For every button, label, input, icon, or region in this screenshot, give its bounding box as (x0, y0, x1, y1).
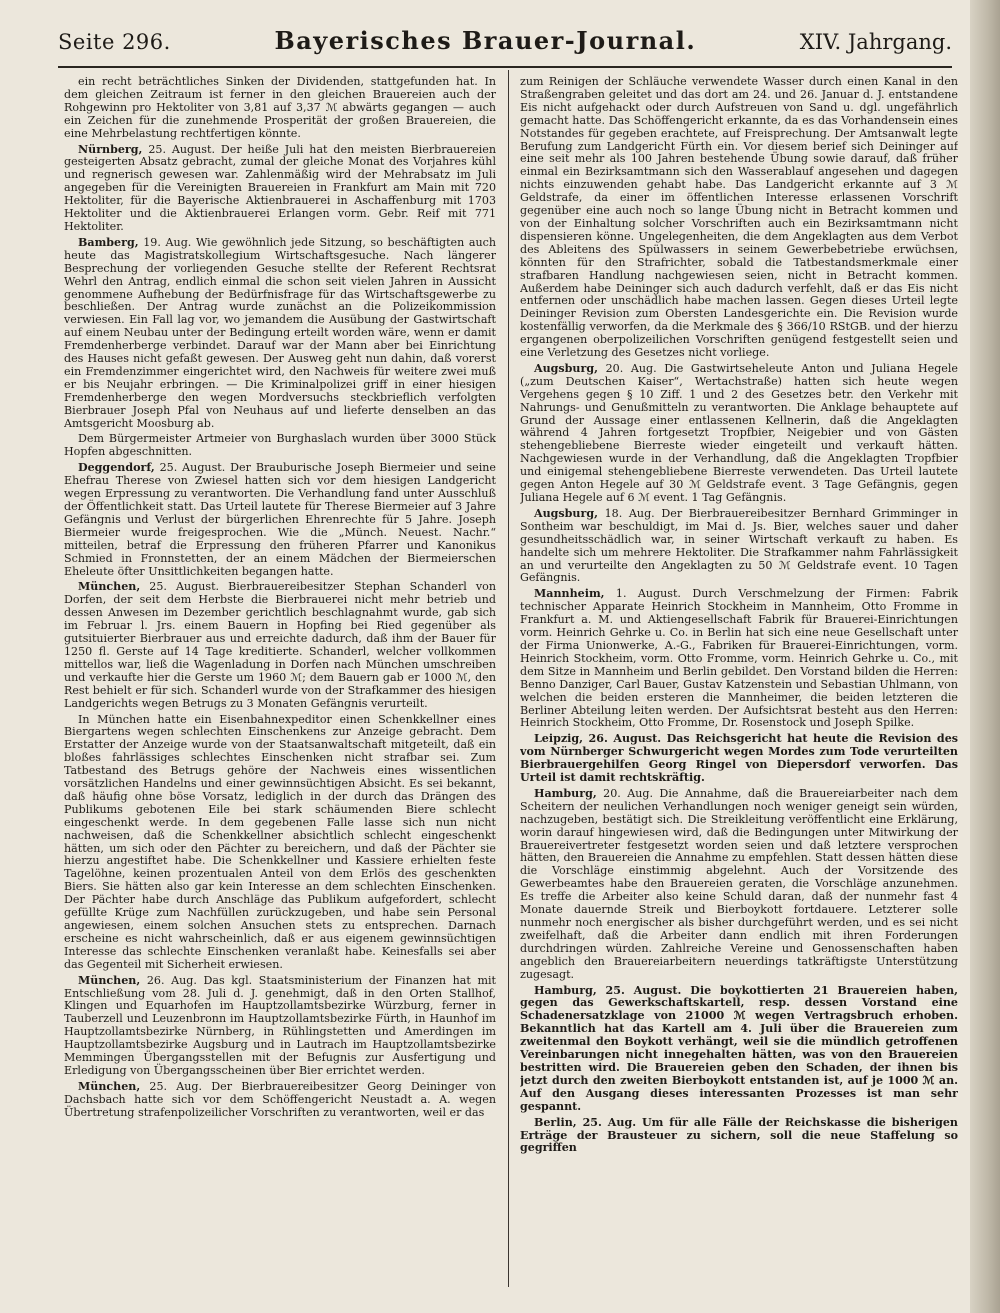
article-paragraph: Mannheim, 1. August. Durch Verschmelzung der Firmen: Fabrik technischer Apparate Heinrich Stockheim in Mannheim, Otto Fromme in Frankfurt a. M. und Aktiengesellschaft Fabrik für Brauerei-Einrichtungen vorm. Heinrich Gehrke u. Co. in Berlin hat sich eine neue Gesellschaft unter der Firma Unionwerke, A.-G., Fabriken für Brauerei-Einrichtungen, vorm. Heinrich Stockheim, vorm. Otto Fromme, vorm. Heinrich Gehrke u. Co., mit dem Sitze in Mannheim und Berlin gebildet. Den Vorstand bilden die Herren: Benno Danziger, Carl Bauer, Gustav Katzenstein und Sebastian Uhlmann, von welchen die beiden ersteren die Mannheimer, die beiden letzteren die Berliner Abteilung leiten werden. Der Aufsichtsrat besteht aus den Herren: Heinrich Stockheim, Otto Fromme, Dr. Rosenstock und Joseph Spilke. (520, 587, 958, 730)
page-number: Seite 296. (58, 30, 171, 54)
left-column (64, 76, 496, 1306)
article-paragraph: München, 25. August. Bierbrauereibesitzer Stephan Schanderl von Dorfen, der seit dem Herbste die Bierbrauerei nicht mehr betrieb und dessen Anwesen im Dezember gerichtlich beschlagnahmt wurde, gab sich im Februar l. Jrs. einem Bauern in Hopfing bei Ried gegenüber als gutsituierter Bierbrauer aus und erreichte dadurch, daß ihm der Bauer für 1250 fl. Gerste auf 14 Tage kreditierte. Schanderl, welcher vollkommen mittellos war, ließ die Wagenladung in Dorfen nach München umschreiben und verkaufte hier die Gerste um 1960 ℳ; dem Bauern gab er 1000 ℳ, den Rest behielt er für sich. Schanderl wurde von der Strafkammer des hiesigen Landgerichts wegen Betrugs zu 3 Monaten Gefängnis verurteilt. (64, 580, 496, 710)
journal-title: Bayerisches Brauer-Journal. (274, 26, 697, 55)
article-paragraph: Hamburg, 20. Aug. Die Annahme, daß die Brauereiarbeiter nach dem Scheitern der neulichen Verhandlungen noch weniger geneigt sein würden, nachzugeben, bestätigt sich. Die Streikleitung veröffentlicht eine Erklärung, worin darauf hingewiesen wird, daß die Bedingungen unter Mitwirkung der Brauereivertreter festgesetzt worden seien und daß letztere versprochen hätten, den Brauereien die Annahme zu empfehlen. Statt dessen hätten diese die Vorschläge einstimmig abgelehnt. Auch der Vorsitzende des Gewerbeamtes habe den Brauereien geraten, die Vorschläge anzunehmen. Es treffe die Arbeiter also keine Schuld daran, daß der nunmehr fast 4 Monate dauernde Streik und Bierboykott fortdauere. Letzterer solle nunmehr noch energischer als bisher durchgeführt werden, und es sei nicht zweifelhaft, daß die Arbeiter dann endlich mit ihren Forderungen durchdringen würden. Zahlreiche Vereine und Genossenschaften haben angeblich den Brauereiarbeitern neuerdings tatkräftigste Unterstützung zugesagt. (520, 786, 958, 981)
article-paragraph: ein recht beträchtliches Sinken der Dividenden, stattgefunden hat. In dem gleichen Zeitraum ist ferner in den gleichen Brauereien auch der Rohgewinn pro Hektoliter von 3,81 auf 3,37 ℳ abwärts gegangen — auch ein Zeichen für die zunehmende Prosperität der großen Brauereien, die eine Mehrbelastung rechtfertigen könnte. (64, 76, 496, 140)
article-paragraph: München, 25. Aug. Der Bierbrauereibesitzer Georg Deininger von Dachsbach hatte sich vor dem Schöffengericht Neustadt a. A. wegen Übertretung strafenpolizeilicher Vorschriften zu verantworten, weil er das (64, 1079, 496, 1119)
article-paragraph: Deggendorf, 25. August. Der Brauburische Joseph Biermeier und seine Ehefrau Therese von Zwiesel hatten sich vor dem hiesigen Landgericht wegen Erpressung zu verantworten. Die Verhandlung fand unter Ausschluß der Öffentlichkeit statt. Das Urteil lautete für Therese Biermeier auf 3 Jahre Gefängnis und Verlust der bürgerlichen Ehrenrechte für 5 Jahre. Joseph Biermeier wurde freigesprochen. Wie die „Münch. Neuest. Nachr.“ mitteilen, betraf die Erpressung den früheren Pfarrer und Kanonikus Schmied in Fronnstetten, der an einem Mädchen der Biermeierschen Eheleute öfter Unsittlichkeiten begangen hatte. (64, 461, 496, 578)
article-paragraph: München, 26. Aug. Das kgl. Staatsministerium der Finanzen hat mit Entschließung vom 28. Juli d. J. genehmigt, daß in den Orten Stallhof, Klingen und Equarhofen im Hauptzollamtsbezirke Würzburg, ferner in Tauberzell und Leuzenbronn im Hauptzollamtsbezirke Fürth, in Haunhof im Hauptzollamtsbezirke Nürnberg, in Rühlingstetten und Amerdingen im Hauptzollamtsbezirke Augsburg und in Lautrach im Hauptzollamtsbezirke Memmingen Übergangsstellen mit der Befugnis zur Ausfertigung und Erledigung von Übergangsscheinen über Bier errichtet werden. (64, 973, 496, 1077)
volume-label: XIV. Jahrgang. (799, 30, 952, 54)
article-paragraph: zum Reinigen der Schläuche verwendete Wasser durch einen Kanal in den Straßengraben geleitet und das dort am 24. und 26. Januar d. J. entstandene Eis nicht aufgehackt oder durch Aufstreuen von Sand u. dgl. ungefährlich gemacht hatte. Das Schöffengericht erkannte, da es das Vorhandensein eines Notstandes für gegeben erachtete, auf Freisprechung. Der Amtsanwalt legte Berufung zum Landgericht Fürth ein. Vor diesem berief sich Deininger auf eine seit mehr als 100 Jahren bestehende Übung sowie darauf, daß früher einmal ein Bezirksamtmann sich den Wasserablauf angesehen und dagegen nichts einzuwenden gehabt habe. Das Landgericht erkannte auf 3 ℳ Geldstrafe, da einer im öffentlichen Interesse erlassenen Vorschrift gegenüber eine auch noch so lange Übung nicht in Betracht kommen und von der Einhaltung solcher Vorschriften auch ein Bezirksamtmann nicht dispensieren könne. Ungelegenheiten, die dem Angeklagten aus dem Verbot des Ableitens des Spülwassers in seinem Gewerbebetriebe erwüchsen, könnten für den Strafrichter, sobald die Tatbestandsmerkmale einer strafbaren Handlung nachgewiesen seien, nicht in Betracht kommen. Außerdem habe Deininger sich auch dadurch verfehlt, daß er das Eis nicht entfernen oder unschädlich habe machen lassen. Gegen dieses Urteil legte Deininger Revision zum Obersten Landesgerichte ein. Die Revision wurde kostenfällig verworfen, da die Merkmale des § 366/10 RStGB. und der hierzu ergangenen oberpolizeilichen Vorschriften genügend festgestellt seien und eine Verletzung des Gesetzes nicht vorliege. (520, 76, 958, 360)
article-paragraph: Nürnberg, 25. August. Der heiße Juli hat den meisten Bierbrauereien gesteigerten Absatz gebracht, zumal der gleiche Monat des Vorjahres kühl und regnerisch gewesen war. Zahlenmäßig wird der Mehrabsatz im Juli angegeben für die Vereinigten Brauereien in Frankfurt am Main mit 720 Hektoliter, für die Bayerische Aktienbrauerei in Aschaffenburg mit 1703 Hektoliter und die Aktienbrauerei Erlangen vorm. Gebr. Reif mit 771 Hektoliter. (64, 142, 496, 233)
right-column (520, 76, 958, 1306)
page-header (58, 26, 952, 68)
article-paragraph: Augsburg, 20. Aug. Die Gastwirtseheleute Anton und Juliana Hegele („zum Deutschen Kaiser“, Wertachstraße) hatten sich heute wegen Vergehens gegen § 10 Ziff. 1 und 2 des Gesetzes betr. den Verkehr mit Nahrungs- und Genußmitteln zu verantworten. Die Anklage behauptete auf Grund der Aussage einer entlassenen Kellnerin, daß die Angeklagten während 4 Jahren fortgesetzt Tropfbier, Neigebier und von Gästen stehengebliebene Bierreste wieder eingeteilt und verkauft hätten. Nachgewiesen wurde in der Verhandlung, daß die Angeklagten Tropfbier und einigemal stehengebliebene Bierreste verwendeten. Das Urteil lautete gegen Anton Hegele auf 30 ℳ Geldstrafe event. 3 Tage Gefängnis, gegen Juliana Hegele auf 6 ℳ event. 1 Tag Gefängnis. (520, 361, 958, 504)
article-paragraph: Dem Bürgermeister Artmeier von Burghaslach wurden über 3000 Stück Hopfen abgeschnitten. (64, 432, 496, 459)
article-paragraph: Leipzig, 26. August. Das Reichsgericht hat heute die Revision des vom Nürnberger Schwurgericht wegen Mordes zum Tode verurteilten Bierbrauergehilfen Georg Ringel von Diepersdorf verworfen. Das Urteil ist damit rechtskräftig. (520, 732, 958, 785)
article-paragraph: Bamberg, 19. Aug. Wie gewöhnlich jede Sitzung, so beschäftigten auch heute das Magistratskollegium Wirtschaftsgesuche. Nach längerer Besprechung der vorliegenden Gesuche stellte der Referent Rechtsrat Wehrl den Antrag, endlich einmal die schon seit vielen Jahren in Aussicht genommene Aufhebung der Bedürfnisfrage für das Wirtschaftsgewerbe zu beschließen. Der Antrag wurde zunächst an die Polizeikommission verwiesen. Ein Fall lag vor, wo jemandem die Ausübung der Gastwirtschaft auf einem Neubau unter der Bedingung erteilt worden wäre, wenn er damit Fremdenherberge verbindet. Darauf war der Mann aber bei Einrichtung des Hauses nicht gefaßt gewesen. Der Ausweg geht nun dahin, daß vorerst ein Fremdenzimmer eingerichtet wird, den Nachweis für weitere zwei muß er bis Neujahr erbringen. — Die Kriminalpolizei griff in einer hiesigen Fremdenherberge den wegen Mordversuchs steckbrieflich verfolgten Bierbrauer Joseph Pfal von Neuhaus auf und lieferte denselben an das Amtsgericht Moosburg ab. (64, 235, 496, 430)
book-spine-shadow (970, 0, 1000, 1313)
article-paragraph: In München hatte ein Eisenbahnexpeditor einen Schenkkellner eines Biergartens wegen schlechten Einschenkens zur Anzeige gebracht. Dem Erstatter der Anzeige wurde von der Staatsanwaltschaft mitgeteilt, daß ein bloßes fahrlässiges schlechtes Einschenken nicht strafbar sei. Zum Tatbestand des Betrugs gehöre der Nachweis eines wissentlichen vorsätzlichen Handelns und einer gewinnsüchtigen Absicht. Es sei bekannt, daß häufig ohne böse Vorsatz, lediglich in der durch das Drängen des Publikums gebotenen Eile bei stark schäumenden Biere schlecht eingeschenkt werde. In dem gegebenen Falle lasse sich nun nicht nachweisen, daß die Schenkkellner absichtlich schlecht eingeschenkt hätten, um sich oder den Pächter zu bereichern, und daß der Pächter sie hierzu angestiftet habe. Die Schenkkellner und Kassiere erhielten feste Tagelöhne, keinen prozentualen Anteil von dem Erlös des geschenkten Biers. Sie hätten also gar kein Interesse an dem schlechten Einschenken. Der Pächter habe durch Anschläge das Publikum aufgefordert, schlecht gefüllte Krüge zum Nachfüllen zurückzugeben, und habe sein Personal angewiesen, einem solchen Ansuchen stets zu entsprechen. Darnach erscheine es nicht wahrscheinlich, daß er aus eigenem gewinnsüchtigen Interesse das schlechte Einschenken veranlaßt habe. Keinesfalls sei aber das Gegenteil mit Sicherheit erwiesen. (64, 712, 496, 971)
article-paragraph: Berlin, 25. Aug. Um für alle Fälle der Reichskasse die bisherigen Erträge der Brausteuer zu sichern, soll die neue Staffelung so gegriffen (520, 1115, 958, 1155)
column-divider (508, 70, 509, 1287)
article-paragraph: Hamburg, 25. August. Die boykottierten 21 Brauereien haben, gegen das Gewerkschaftskartell, resp. dessen Vorstand eine Schadenersatzklage von 21000 ℳ wegen Vertragsbruch erhoben. Bekanntlich hat das Kartell am 4. Juli über die Brauereien zum zweitenmal den Boykott verhängt, weil sie die mündlich getroffenen Vereinbarungen nicht innegehalten hätten, was von den Brauereien bestritten wird. Die Brauereien geben den Schaden, der ihnen bis jetzt durch den zweiten Bierboykott entstanden ist, auf je 1000 ℳ an. Auf den Ausgang dieses interessanten Prozesses ist man sehr gespannt. (520, 983, 958, 1113)
article-paragraph: Augsburg, 18. Aug. Der Bierbrauereibesitzer Bernhard Grimminger in Sontheim war beschuldigt, im Mai d. Js. Bier, welches sauer und daher gesundheitsschädlich war, in seiner Wirtschaft verkauft zu haben. Es handelte sich um mehrere Hektoliter. Die Strafkammer nahm Fahrlässigkeit an und verurteilte den Angeklagten zu 50 ℳ Geldstrafe event. 10 Tagen Gefängnis. (520, 506, 958, 585)
